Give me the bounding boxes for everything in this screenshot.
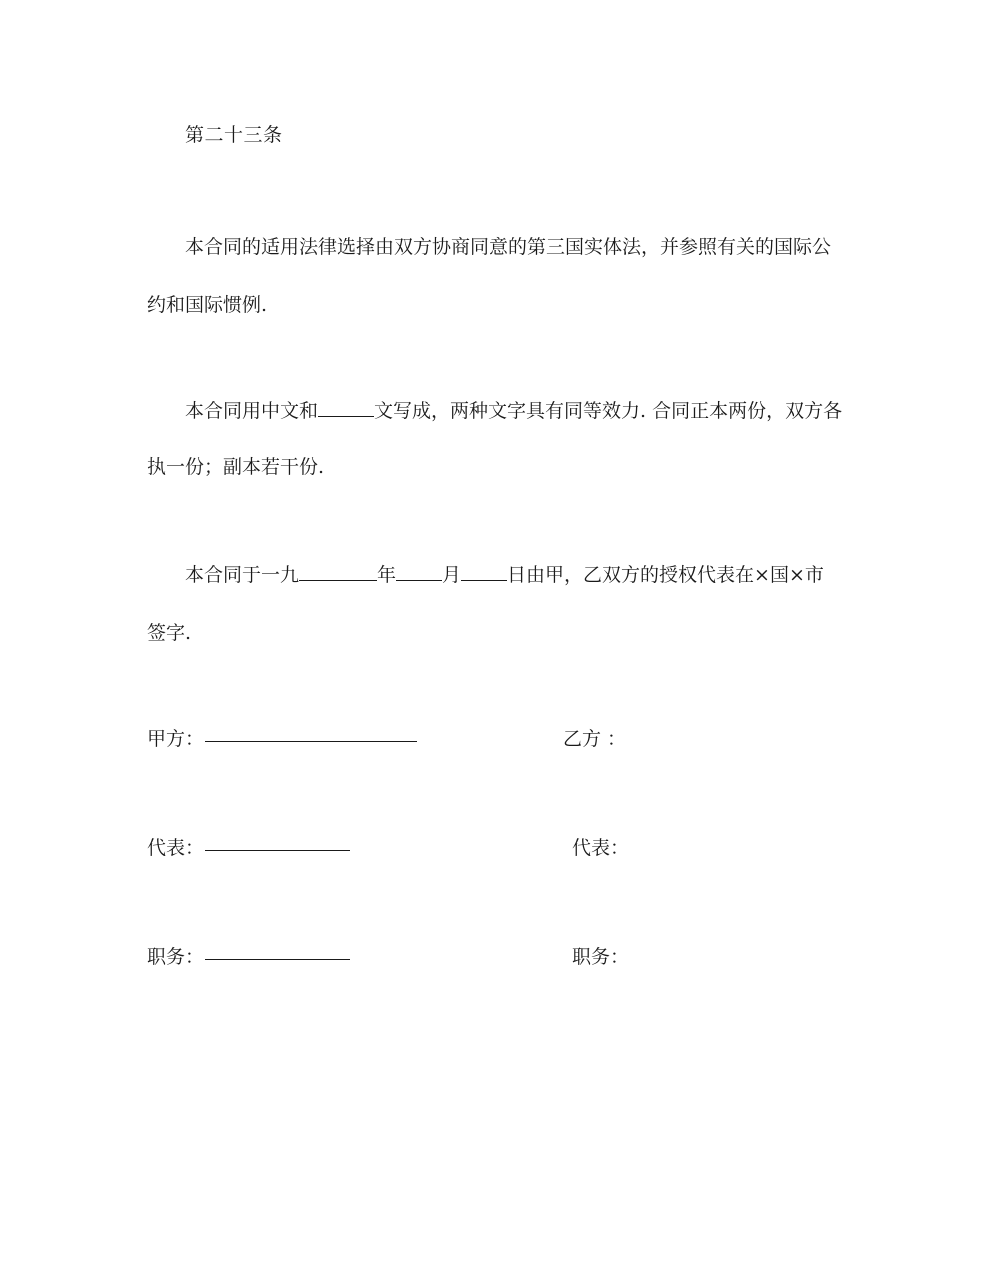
party-a-signature-line [205, 741, 417, 742]
para1-line1: 本合同的适用法律选择由双方协商同意的第三国实体法，并参照有关的国际公 [185, 236, 832, 258]
article-heading: 第二十三条 [185, 124, 283, 146]
rep-a-label: 代表： [147, 837, 205, 859]
rep-a-signature-line [205, 850, 350, 851]
party-b-label: 乙方 ： [563, 728, 627, 750]
para3-text-year: 年 [377, 564, 397, 586]
title-b-label: 职务： [572, 946, 630, 968]
para2-text-a: 本合同用中文和 [185, 400, 319, 422]
month-blank [396, 562, 442, 581]
para1-line2: 约和国际惯例. [147, 294, 268, 316]
para3-text-d: 日由甲，乙双方的授权代表在×国×市 [507, 564, 824, 586]
rep-b-label: 代表： [572, 837, 630, 859]
day-blank [461, 562, 507, 581]
title-a-label: 职务： [147, 946, 205, 968]
para2-line2: 执一份；副本若干份. [147, 456, 325, 478]
language-blank [318, 398, 374, 417]
para3-text-a: 本合同于一九 [185, 564, 300, 586]
year-blank [299, 562, 377, 581]
para3-text-month: 月 [442, 564, 462, 586]
title-a-signature-line [205, 959, 350, 960]
party-a-label: 甲方： [147, 728, 205, 750]
para2-text-b: 文写成，两种文字具有同等效力. 合同正本两份，双方各 [374, 400, 843, 422]
para3-line2: 签字. [147, 622, 192, 644]
para2-line1 [185, 396, 842, 423]
para3-line1 [185, 560, 824, 587]
